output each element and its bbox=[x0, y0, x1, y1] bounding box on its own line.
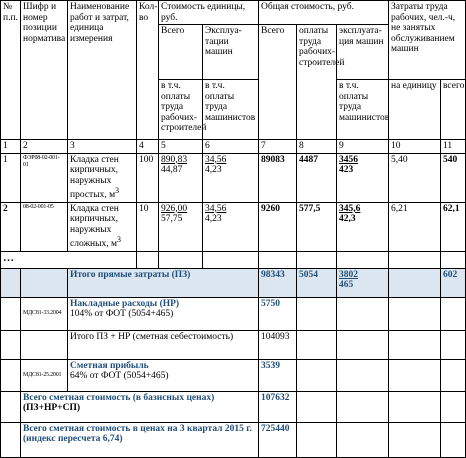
header-col9: эксплуата-ция машин bbox=[337, 25, 389, 80]
header-labor: Затраты труда рабочих, чел.-ч, не занятых обслуживанием машин bbox=[389, 1, 466, 80]
direct-costs-row bbox=[1, 268, 466, 297]
row-name: Кладка стен кирпичных, наружных сложных, $м^3$ bbox=[68, 202, 137, 251]
row-unit-mach: 34,56 4,23 bbox=[203, 153, 259, 202]
colnum: 5 bbox=[159, 140, 203, 154]
overhead-row bbox=[1, 297, 466, 330]
row-number: 1 bbox=[1, 153, 21, 202]
row-hours-unit: 6,21 bbox=[389, 202, 441, 251]
overhead-total: 5750 bbox=[259, 297, 297, 330]
colnum: 1 bbox=[1, 140, 21, 154]
cost-price-label: Итого ПЗ + НР (сметная себестоимость) bbox=[68, 330, 259, 359]
table-row bbox=[1, 202, 466, 251]
base-total-label-cell: Всего сметная стоимость (в базисных ценах) (ПЗ+НР+СП) bbox=[21, 391, 259, 422]
overhead-code: МДС81-33.2004 bbox=[21, 297, 68, 330]
ellipsis: … bbox=[1, 251, 137, 268]
colnum: 7 bbox=[259, 140, 297, 154]
header-col8: оплаты труда рабочих-строителей bbox=[297, 25, 337, 140]
colnum: 9 bbox=[337, 140, 389, 154]
header-col11: всего bbox=[441, 80, 466, 140]
colnum: 6 bbox=[203, 140, 259, 154]
header-col5b: в т.ч. оплаты труда рабочих-строителей bbox=[159, 80, 203, 140]
header-col6b: в т.ч. оплаты труда машинистов bbox=[203, 80, 259, 140]
profit-code: МДС81-25.2001 bbox=[21, 359, 68, 391]
row-labor: 4487 bbox=[297, 153, 337, 202]
colnum: 8 bbox=[297, 140, 337, 154]
row-labor: 577,5 bbox=[297, 202, 337, 251]
direct-costs-total: 98343 bbox=[259, 268, 297, 297]
header-col5: Всего bbox=[159, 25, 203, 80]
direct-costs-mach: 3802 465 bbox=[337, 268, 389, 297]
header-col9b: в т.ч. оплаты труда машинистов bbox=[337, 80, 389, 140]
header-col3: Наименование работ и затрат, единица измерения bbox=[68, 1, 137, 140]
table-row bbox=[1, 153, 466, 202]
row-hours-unit: 5,40 bbox=[389, 153, 441, 202]
header-col2: Шифр и номер позиции норматива bbox=[21, 1, 68, 140]
row-name: Кладка стен кирпичных, наружных простых, $м^3$ bbox=[68, 153, 137, 202]
colnum: 4 bbox=[137, 140, 159, 154]
cost-price-row bbox=[1, 330, 466, 359]
direct-costs-labor: 5054 bbox=[297, 268, 337, 297]
header-col7: Всего bbox=[259, 25, 297, 140]
row-total: 9260 bbox=[259, 202, 297, 251]
ellipsis-row bbox=[1, 251, 466, 268]
profit-row bbox=[1, 359, 466, 391]
row-unit-total: 890,83 44,87 bbox=[159, 153, 203, 202]
base-total: 107632 bbox=[259, 391, 297, 422]
column-numbers-row bbox=[1, 140, 466, 154]
row-hours-total: 62,1 bbox=[441, 202, 466, 251]
header-col4: Кол-во bbox=[137, 1, 159, 140]
header-col6: Эксплуа-тации машин bbox=[203, 25, 259, 80]
row-total: 89083 bbox=[259, 153, 297, 202]
profit-label-cell: Сметная прибыль 64% от ФОТ (5054+465) bbox=[68, 359, 259, 391]
colnum: 3 bbox=[68, 140, 137, 154]
row-unit-mach: 34,56 4,23 bbox=[203, 202, 259, 251]
row-qty: 100 bbox=[137, 153, 159, 202]
current-total-label: Всего сметная стоимость в ценах на 3 квартал 2015 г. (индекс пересчета 6,74) bbox=[21, 422, 259, 457]
overhead-label-cell: Накладные расходы (НР) 104% от ФОТ (5054+465) bbox=[68, 297, 259, 330]
current-total: 725440 bbox=[259, 422, 297, 457]
header-total-cost: Общая стоимость, руб. bbox=[259, 1, 389, 25]
row-code: 08-02-001-05 bbox=[21, 202, 68, 251]
row-mach: 345,6 42,3 bbox=[337, 202, 389, 251]
row-mach: 3456 423 bbox=[337, 153, 389, 202]
direct-costs-hours: 602 bbox=[441, 268, 466, 297]
colnum: 11 bbox=[441, 140, 466, 154]
header-col10: на единицу bbox=[389, 80, 441, 140]
row-number: 2 bbox=[1, 202, 21, 251]
direct-costs-label: Итого прямые затраты (ПЗ) bbox=[68, 268, 259, 297]
header-unit-cost: Стоимость единицы, руб. bbox=[159, 1, 259, 25]
header-col1: № п.п. bbox=[1, 1, 21, 140]
row-hours-total: 540 bbox=[441, 153, 466, 202]
row-unit-total: 926,00 57,75 bbox=[159, 202, 203, 251]
cost-price-total: 104093 bbox=[259, 330, 297, 359]
row-code: ФЭР08-02-001-01 bbox=[21, 153, 68, 202]
base-total-row bbox=[1, 391, 466, 422]
row-qty: 10 bbox=[137, 202, 159, 251]
colnum: 2 bbox=[21, 140, 68, 154]
current-total-row bbox=[1, 422, 466, 457]
colnum: 10 bbox=[389, 140, 441, 154]
profit-total: 3539 bbox=[259, 359, 297, 391]
